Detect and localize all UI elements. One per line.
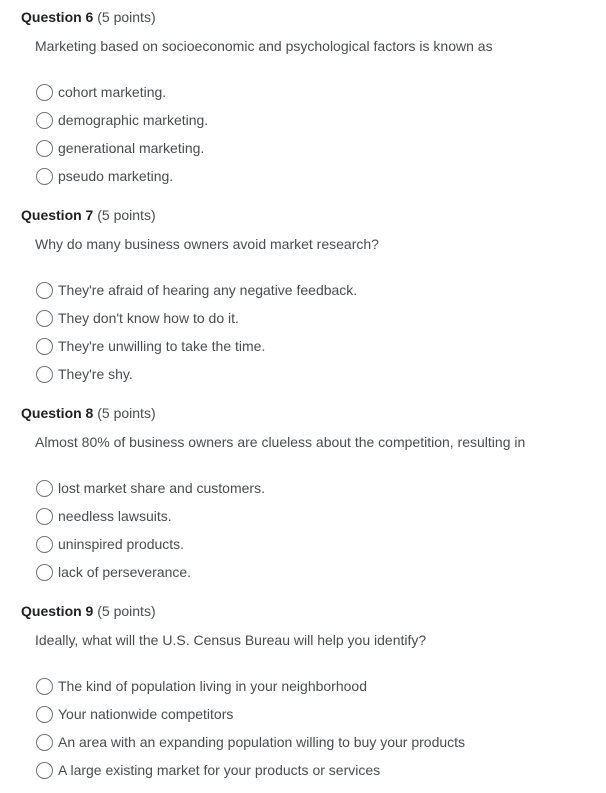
answer-option[interactable] — [36, 106, 208, 134]
answer-option[interactable] — [36, 360, 357, 388]
answer-option[interactable] — [36, 728, 465, 756]
radio-button[interactable] — [36, 140, 53, 157]
answer-label[interactable]: They don't know how to do it. — [58, 310, 239, 326]
radio-button[interactable] — [36, 112, 53, 129]
answer-label[interactable]: lost market share and customers. — [58, 480, 265, 496]
answer-label[interactable]: uninspired products. — [58, 536, 185, 552]
answer-label[interactable]: lack of perseverance. — [58, 564, 192, 580]
question-header — [21, 8, 156, 26]
radio-button[interactable] — [36, 168, 53, 185]
radio-button[interactable] — [36, 564, 53, 581]
answer-label[interactable]: They're unwilling to take the time. — [58, 338, 266, 354]
answer-option[interactable] — [36, 700, 465, 728]
question-header — [21, 404, 156, 422]
answer-option[interactable] — [36, 672, 465, 700]
radio-button[interactable] — [36, 508, 53, 525]
answer-option[interactable] — [36, 162, 208, 190]
answer-choices — [36, 474, 265, 586]
question-points: (5 points) — [97, 405, 156, 421]
question-points: (5 points) — [97, 603, 156, 619]
answer-option[interactable] — [36, 474, 265, 502]
answer-choices — [36, 672, 465, 784]
answer-option[interactable] — [36, 276, 357, 304]
answer-label[interactable]: They're afraid of hearing any negative feedback. — [58, 282, 358, 298]
radio-button[interactable] — [36, 678, 53, 695]
answer-label[interactable]: needless lawsuits. — [58, 508, 172, 524]
radio-button[interactable] — [36, 310, 53, 327]
radio-button[interactable] — [36, 706, 53, 723]
answer-option[interactable] — [36, 530, 265, 558]
answer-label[interactable]: They're shy. — [58, 366, 133, 382]
question-text: Almost 80% of business owners are clueless about the competition, resulting in — [35, 434, 526, 450]
question-header — [21, 602, 156, 620]
question-number: Question 8 — [21, 405, 94, 421]
answer-label[interactable]: An area with an expanding population willing to buy your products — [58, 734, 466, 750]
question-number: Question 7 — [21, 207, 94, 223]
answer-option[interactable] — [36, 756, 465, 784]
question-number: Question 6 — [21, 9, 94, 25]
answer-label[interactable]: pseudo marketing. — [58, 168, 174, 184]
radio-button[interactable] — [36, 366, 53, 383]
radio-button[interactable] — [36, 338, 53, 355]
question-text: Why do many business owners avoid market research? — [35, 236, 379, 252]
answer-label[interactable]: A large existing market for your products or services — [58, 762, 381, 778]
answer-choices — [36, 78, 208, 190]
answer-label[interactable]: generational marketing. — [58, 140, 205, 156]
answer-choices — [36, 276, 357, 388]
radio-button[interactable] — [36, 734, 53, 751]
question-points: (5 points) — [97, 9, 156, 25]
question-number: Question 9 — [21, 603, 94, 619]
answer-option[interactable] — [36, 134, 208, 162]
radio-button[interactable] — [36, 480, 53, 497]
answer-label[interactable]: Your nationwide competitors — [58, 706, 234, 722]
question-text: Marketing based on socioeconomic and psychological factors is known as — [35, 38, 493, 54]
radio-button[interactable] — [36, 762, 53, 779]
question-text: Ideally, what will the U.S. Census Bureau will help you identify? — [35, 632, 427, 648]
answer-option[interactable] — [36, 78, 208, 106]
answer-option[interactable] — [36, 558, 265, 586]
answer-label[interactable]: cohort marketing. — [58, 84, 167, 100]
radio-button[interactable] — [36, 536, 53, 553]
question-points: (5 points) — [97, 207, 156, 223]
radio-button[interactable] — [36, 84, 53, 101]
answer-option[interactable] — [36, 332, 357, 360]
question-header — [21, 206, 156, 224]
radio-button[interactable] — [36, 282, 53, 299]
answer-label[interactable]: The kind of population living in your neighborhood — [58, 678, 367, 694]
answer-option[interactable] — [36, 304, 357, 332]
answer-option[interactable] — [36, 502, 265, 530]
answer-label[interactable]: demographic marketing. — [58, 112, 209, 128]
